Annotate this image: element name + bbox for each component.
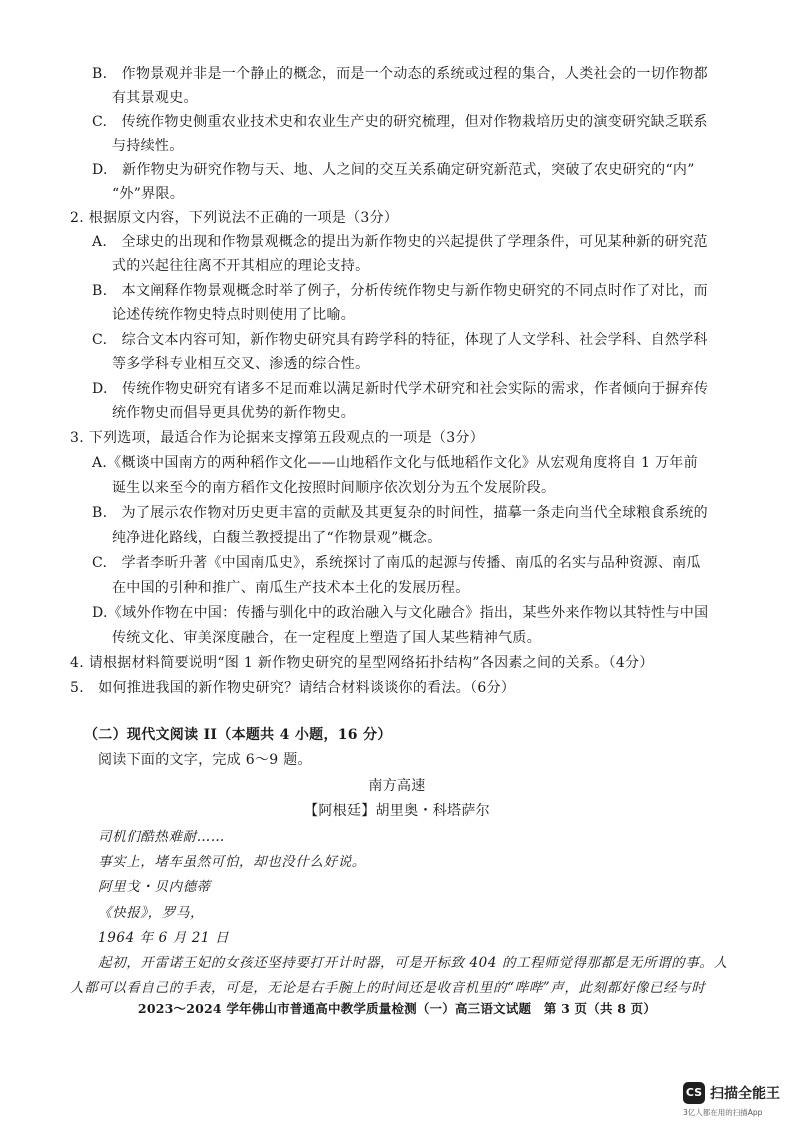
q3-option-c-line2: 在中国的引种和推广、南瓜生产技术本土化的发展历程。 xyxy=(112,580,470,596)
q2-option-d-line2: 统作物史而倡导更具优势的新作物史。 xyxy=(112,405,356,421)
q1-option-d-line1: D. 新作物史为研究作物与天、地、人之间的交互关系确定研究新范式，突破了农史研究的“内” xyxy=(92,162,695,178)
q1-option-b-line1: B. 作物景观并非是一个静止的概念，而是一个动态的系统或过程的集合，人类社会的一切作物都 xyxy=(92,66,708,82)
watermark-title: 扫描全能王 xyxy=(710,1086,780,1102)
q2-option-d-line1: D. 传统作物史研究有诸多不足而难以满足新时代学术研究和社会实际的需求，作者倾向于摒弃传 xyxy=(92,381,709,397)
story-title: 南方高速 xyxy=(368,778,426,794)
q2-option-b-line1: B. 本文阐释作物景观概念时举了例子，分析传统作物史与新作物史研究的不同点时作了对比，而 xyxy=(92,283,708,299)
q1-option-c-line1: C. 传统作物史侧重农业技术史和农业生产史的研究梳理，但对作物栽培历史的演变研究缺乏联系 xyxy=(92,114,708,130)
q2-option-a-line2: 式的兴起往往离不开其相应的理论支持。 xyxy=(112,258,370,274)
story-body-line: 人都可以看自己的手表，可是，无论是右手腕上的时间还是收音机里的“哔哔”声，此刻都好像已经与时 xyxy=(70,980,706,996)
section-heading: （二）现代文阅读 II（本题共 4 小题，16 分） xyxy=(84,727,392,743)
question-3: 3. 下列选项，最适合作为论据来支撑第五段观点的一项是（3分） xyxy=(70,430,485,446)
epigraph-source: 《快报》，罗马， xyxy=(98,905,205,921)
q3-option-c-line1: C. 学者李昕升著《中国南瓜史》，系统探讨了南瓜的起源与传播、南瓜的名实与品种资源、南瓜 xyxy=(92,555,701,571)
q3-option-b-line2: 纯净进化路线，白馥兰教授提出了“作物景观”概念。 xyxy=(112,530,442,546)
q1-option-d-line2: “外”界限。 xyxy=(112,186,185,202)
story-body-line: 起初，开雷诺王妃的女孩还坚持要打开计时器，可是开标致 404 的工程师觉得那都是无所谓的事。人 xyxy=(98,955,728,971)
section-instruction: 阅读下面的文字，完成 6～9 题。 xyxy=(98,752,312,768)
page-footer: 2023～2024 学年佛山市普通高中教学质量检测（一）高三语文试题 第 3 页（共 8 页） xyxy=(137,1001,657,1016)
question-2: 2. 根据原文内容，下列说法不正确的一项是（3分） xyxy=(70,210,399,226)
q3-option-d-line2: 传统文化、审美深度融合，在一定程度上塑造了国人某些精神气质。 xyxy=(112,630,541,646)
q2-option-b-line2: 论述传统作物史特点时则使用了比喻。 xyxy=(112,307,356,323)
question-5: 5. 如何推进我国的新作物史研究？请结合材料谈谈你的看法。（6分） xyxy=(70,680,516,696)
q3-option-a-line1: A.《概谈中国南方的两种稻作文化——山地稻作文化与低地稻作文化》从宏观角度将自 1 万年前 xyxy=(92,455,698,471)
epigraph-line: 司机们酷热难耐…… xyxy=(98,829,225,845)
q3-option-a-line2: 诞生以来至今的南方稻作文化按照时间顺序依次划分为五个发展阶段。 xyxy=(112,480,556,496)
q3-option-b-line1: B. 为了展示农作物对历史更丰富的贡献及其更复杂的时间性，描摹一条走向当代全球粮食系统的 xyxy=(92,505,708,521)
q1-option-b-line2: 有其景观史。 xyxy=(112,90,198,106)
epigraph-line: 事实上，堵车虽然可怕，却也没什么好说。 xyxy=(98,854,366,870)
watermark-subtitle: 3亿人都在用的扫描App xyxy=(683,1108,763,1117)
q2-option-c-line2: 等多学科专业相互交叉、渗透的综合性。 xyxy=(112,356,370,372)
epigraph-attribution: 阿里戈・贝内德蒂 xyxy=(98,879,211,895)
q3-option-d-line1: D.《域外作物在中国：传播与驯化中的政治融入与文化融合》指出，某些外来作物以其特性与中国 xyxy=(92,605,709,621)
epigraph-date: 1964 年 6 月 21 日 xyxy=(98,930,230,946)
camscanner-logo-icon: CS xyxy=(683,1082,705,1104)
question-4: 4. 请根据材料简要说明“图 1 新作物史研究的星型网络拓扑结构”各因素之间的关系。（4分） xyxy=(70,655,654,671)
story-author: 【阿根廷】胡里奥・科塔萨尔 xyxy=(304,803,490,819)
q1-option-c-line2: 与持续性。 xyxy=(112,138,184,154)
scanner-watermark xyxy=(683,1082,791,1120)
q2-option-c-line1: C. 综合文本内容可知，新作物史研究具有跨学科的特征，体现了人文学科、社会学科、自然学科 xyxy=(92,332,708,348)
q2-option-a-line1: A. 全球史的出现和作物景观概念的提出为新作物史的兴起提供了学理条件，可见某种新的研究范 xyxy=(92,234,708,250)
